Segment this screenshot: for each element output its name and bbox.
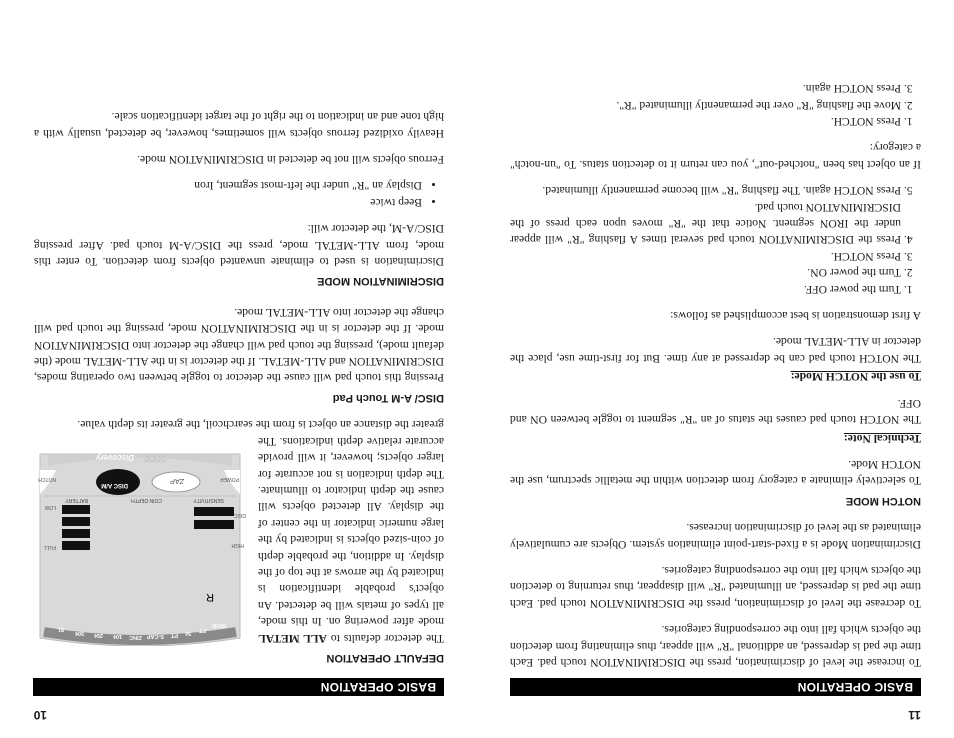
full-label: FULL [43,543,56,550]
scale-label: 10¢ [112,632,122,639]
scale-label: IRON [212,621,226,628]
paragraph: To increase the level of discrimination, press the DISCRIMINATION touch pad. Each time the pad is depressed, an additional "R" will appear, thus eliminating from detection the objects which fall into the corresponding categories. [510,623,921,669]
left-mid-label: DISC [234,511,246,518]
scale-label: ZINC [129,633,142,640]
section-header: BASIC OPERATION [510,678,921,696]
technical-note-heading: Technical Note: [843,431,921,445]
paragraph: To decrease the level of discrimination, press the DISCRIMINATION touch pad. Each time the pad is depressed, an illuminated "R" will disappear, thus returning to detection the objects which fall into the corresponding categories. [510,563,921,610]
all-metal-emphasis: ALL METAL [258,631,327,645]
page-number: 11 [908,708,921,722]
paragraph: Pressing this touch pad will cause the detector to toggle between two operating modes, DISCRIMINATION and ALL-METAL. If the detector is in the ALL-METAL mode (the default mode), pressing the touch pad will change the detector into DISCRIMINATION mode. If the detector is in the DISCRIMINATION mode, pressing the touch pad will change the detector into ALL-METAL mode. [34,305,444,385]
page-11-content [510,70,921,670]
list-item: 5. Press NOTCH again. The flashing "R" will become permanently illuminated. [510,182,901,198]
list-item: • Display an "R" under the left-most segment, Iron [34,177,422,193]
page-number: 10 [33,708,47,722]
scale-label: PT [198,626,206,633]
disc-am-button: DISC A/M [101,481,128,488]
scale-label: $1 [57,625,64,632]
coin-depth-label: COIN DEPTH [131,496,162,503]
list-item: 4. Press the DISCRIMINATION touch pad several times A flashing "R" will appear under the IRON segment. Notice that the "R" moves upon each press of the DISCRIMINATION touch pad. [510,198,901,247]
list-item: 2. Move the flashing "R" over the permanently illuminated "R". [510,96,901,112]
zap-button: ZAP [170,476,184,484]
list-item: 1. Press NOTCH. [510,113,901,129]
paragraph: A first demonstration is best accomplished as follows: [670,309,921,323]
list-item: 1. Turn the power OFF. [510,280,901,296]
paragraph: Discrimination is used to eliminate unwanted objects from detection. To enter this mode, from ALL-METAL mode, press the DISC/A-M touch pad. After pressing DISC/A-M, the detector will: [34,222,444,269]
notch-mode-heading: NOTCH MODE [845,494,921,507]
discrimination-mode-heading: DISCRIMINATION MODE [317,275,444,288]
un-notch-steps [510,80,921,129]
section-header: BASIC OPERATION [33,678,444,696]
sensitivity-label: SENSITIVITY [193,496,224,503]
page-10-content [34,98,444,670]
page-11 [477,0,954,738]
paragraph: To selectively eliminate a category from detection within the metallic spectrum, use the NOTCH Mode. [510,457,921,488]
list-item: 3. Press NOTCH again. [510,80,901,96]
demo-steps [510,182,921,297]
scale-label: S-CAP [146,632,164,639]
brand-name: Discovery [95,452,134,462]
default-operation-heading: DEFAULT OPERATION [326,652,444,664]
power-label: POWER [220,475,239,482]
default-operation-block [34,293,444,645]
paragraph: If an object has been "notched-out", you can return it to detection status. To "un-notch" a category: [510,141,921,171]
paragraph: Discrimination Mode is a fixed-start-point elimination system. Objects are cumulatively eliminated as the level of discrimination increases. [510,521,921,551]
scale-label: 25¢ [93,631,103,638]
battery-label: BATTERY [65,496,88,503]
paragraph: The NOTCH touch pad causes the status of an "R" segment to toggle between ON and OFF. [510,396,921,427]
high-label: LOW [44,503,56,510]
discrimination-r-marker: R [206,590,214,603]
scale-label: 50¢ [74,629,84,636]
notch-label: NOTCH [38,475,56,482]
high-label: HIGH [231,541,244,548]
control-panel-diagram [34,446,246,646]
list-item: • Beep twice [34,193,422,209]
list-item: 2. Turn the power ON. [510,264,901,280]
disc-am-heading: DISC/ A-M Touch Pad [332,391,444,404]
model-number: 2200 [143,451,166,463]
scale-label: 5¢ [184,629,191,636]
scale-label: PT [170,631,178,638]
disc-bullets [34,177,444,210]
paragraph: Ferrous objects will not be detected in DISCRIMINATION mode. [137,153,444,167]
paragraph: Heavily oxidized ferrous objects will sometimes, however, be detected, usually with a high tone and an indication to the right of the target identification scale. [34,110,444,140]
list-item: 3. Press NOTCH. [510,247,901,263]
paragraph: The NOTCH touch pad can be depressed at any time. But for first-time use, place the detector in ALL-METAL mode. [510,335,921,365]
default-operation-text: The detector defaults to ALL METAL mode after powering on. In this mode, all types of metals will be detected. An object's probable identification is indicated by the arrows at the top of the display. In addition, the probable depth of coin-sized objects is indicated by the large numeric indicator in the center of the display. All detected objects will cause the depth indicator to illuminate. The depth indication is not accurate for larger objects; however, it will provide accurate relative depth indications. The greater the distance an object is from the searchcoil, the greater its depth value. [77,418,444,645]
use-notch-heading: To use the NOTCH Mode: [790,370,921,384]
